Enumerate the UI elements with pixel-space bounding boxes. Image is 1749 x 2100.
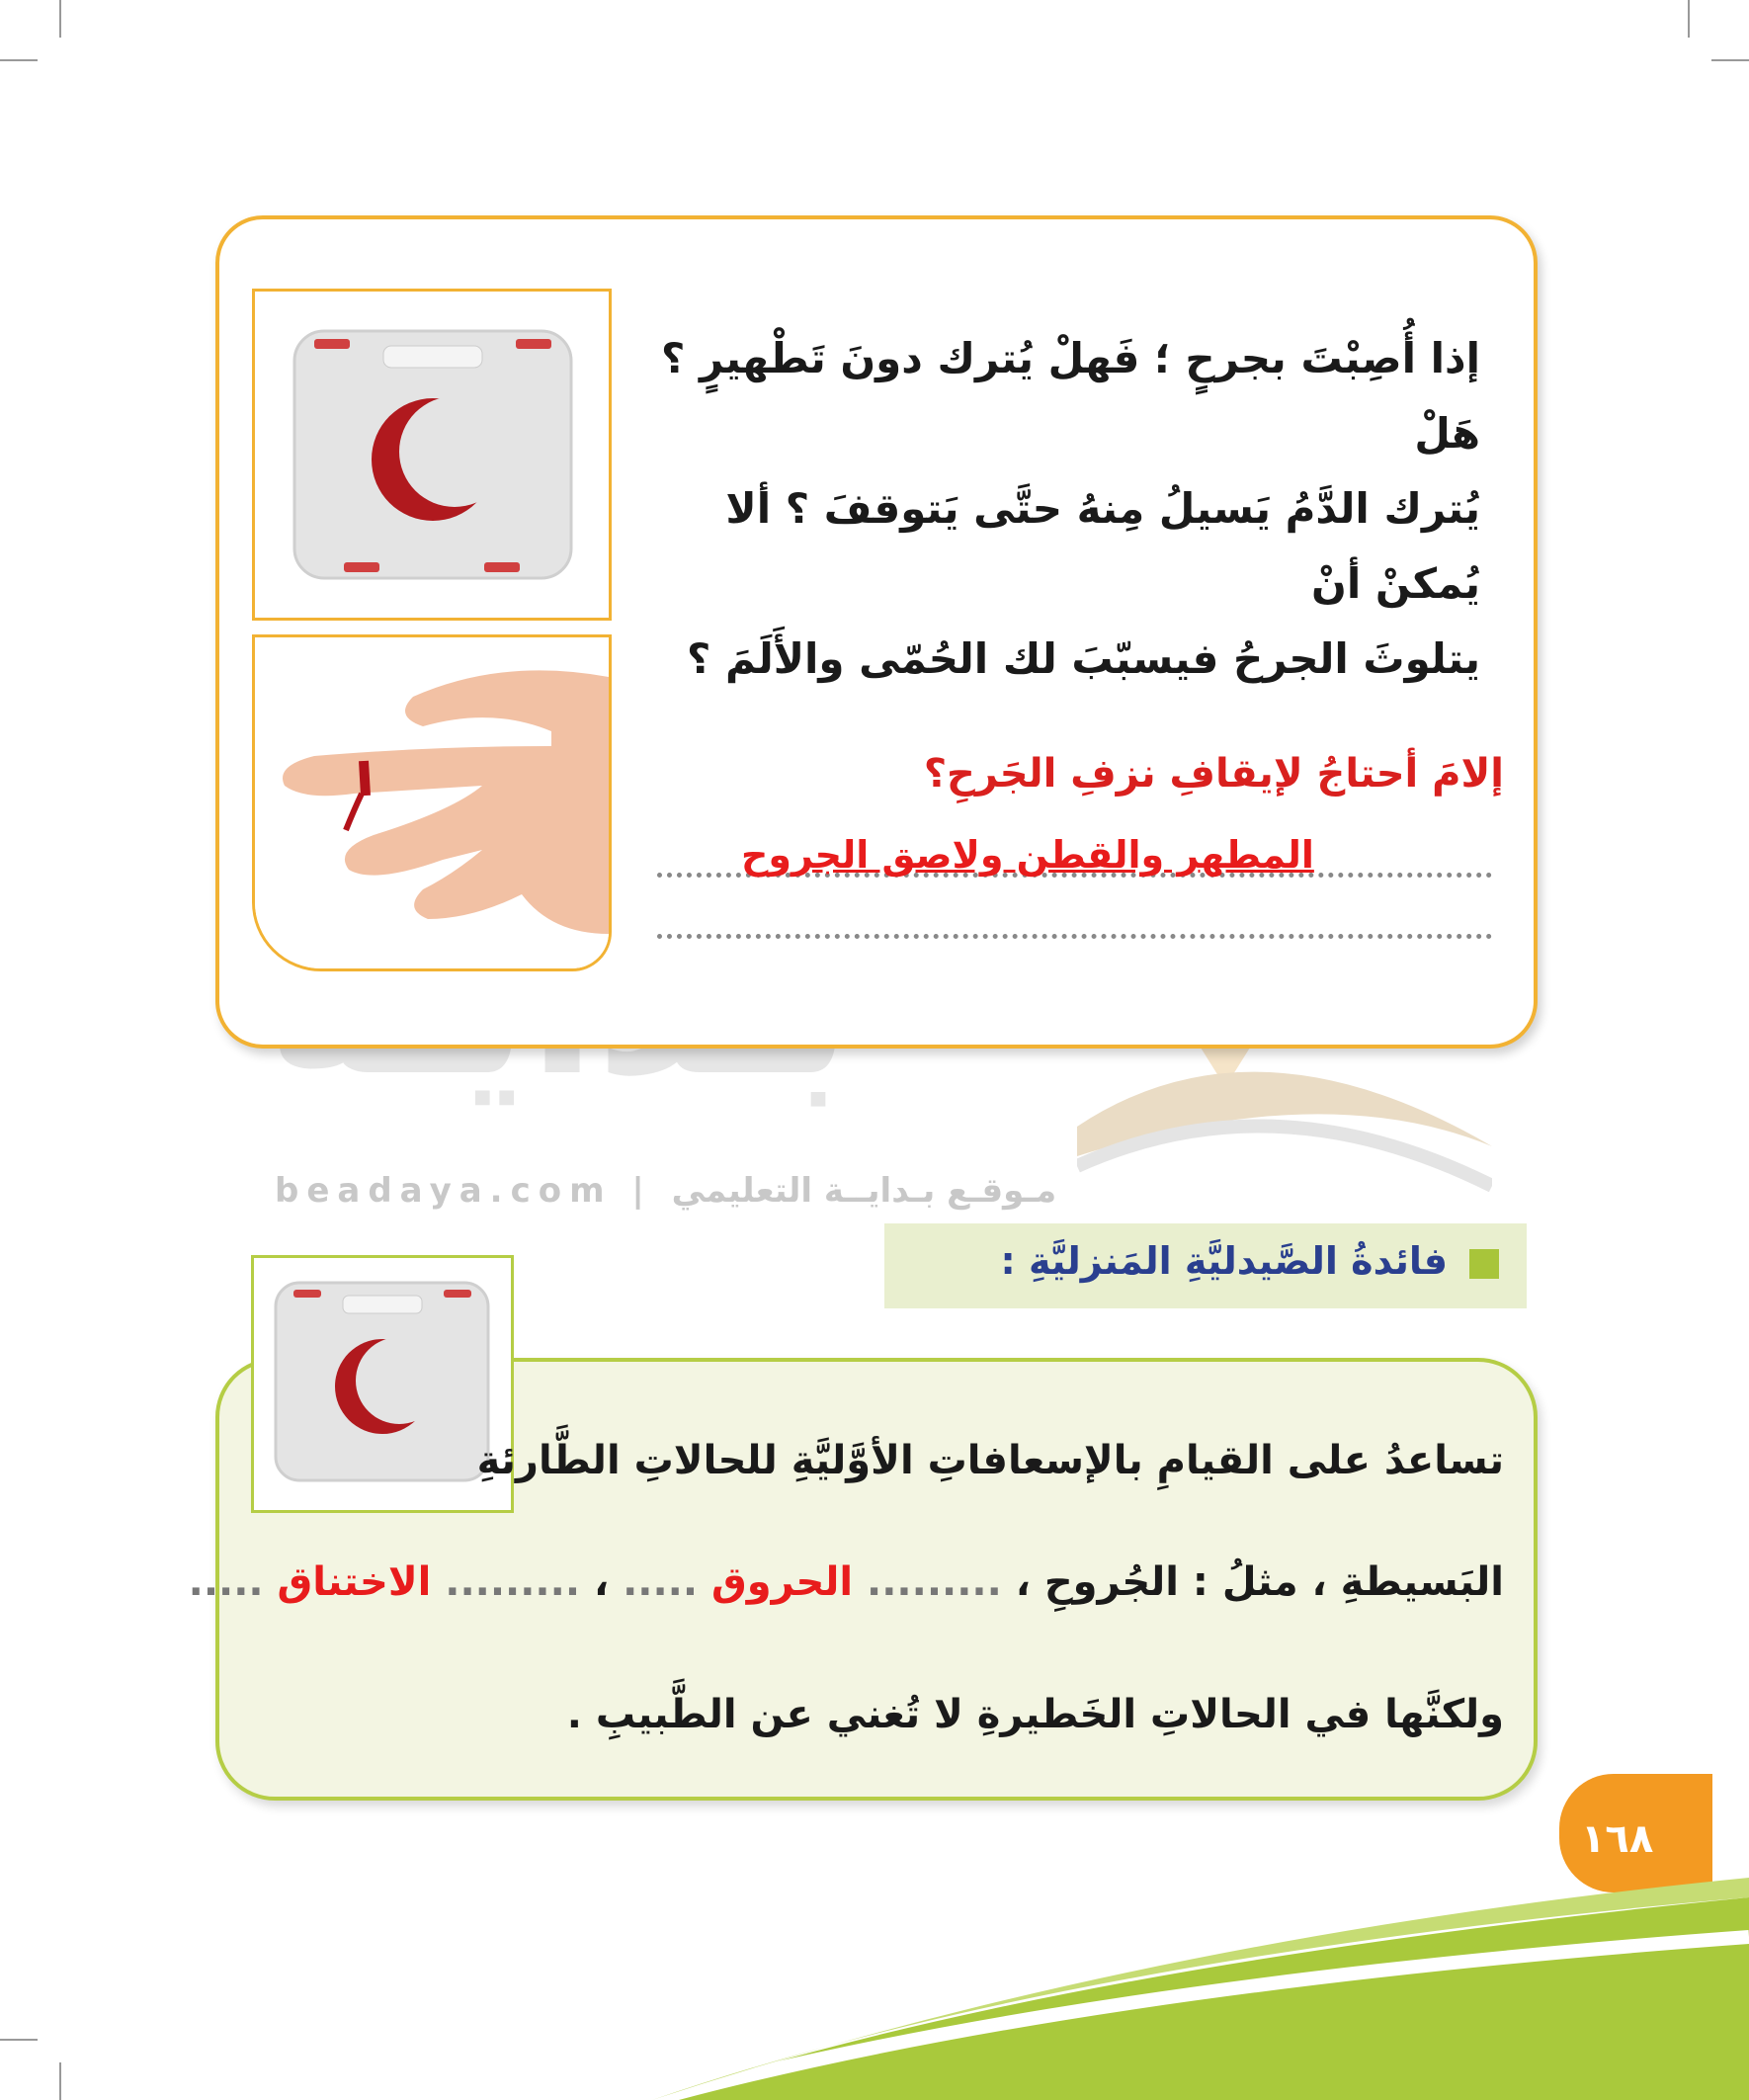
blank-separator: ، bbox=[593, 1559, 610, 1605]
bleeding-question: إلامَ أحتاجُ لإيقافِ نزفِ الجَرحِ؟ bbox=[923, 751, 1504, 797]
answer-line-2 bbox=[657, 934, 1492, 939]
blank-dots: ..... bbox=[188, 1559, 264, 1605]
first-aid-kit-small-image bbox=[251, 1255, 514, 1513]
blank-fill-2[interactable]: الاختناق bbox=[277, 1559, 432, 1605]
watermark-url: beadaya.com | مـوقـع بـدايــة التعليمي bbox=[275, 1171, 1057, 1211]
intro-line-3: يتلوثَ الجرحُ فيسبّبَ لك الحُمّى والأَلَمَ ؟ bbox=[687, 634, 1480, 683]
bleeding-finger-image bbox=[252, 634, 612, 971]
blank-fill-1[interactable]: الحروق bbox=[711, 1559, 854, 1605]
page-number: ١٦٨ bbox=[1581, 1816, 1654, 1862]
benefit-line-2 bbox=[189, 1559, 1504, 1605]
blank-dots: ..... bbox=[623, 1559, 699, 1605]
intro-line-1: إذا أُصِبْتَ بجرحٍ ؛ فَهلْ يُترك دونَ تَطْهيرٍ ؟ هَلْ bbox=[661, 334, 1480, 458]
intro-line-2: يُترك الدَّمُ يَسيلُ مِنهُ حتَّى يَتوقفَ ؟ ألا يُمكنْ أنْ bbox=[725, 484, 1480, 608]
benefit-line-1: تساعدُ على القيامِ بالإسعافاتِ الأوَّليَّةِ للحالاتِ الطَّارئةِ bbox=[476, 1438, 1504, 1483]
intro-paragraph bbox=[640, 321, 1480, 697]
decorative-swoosh bbox=[652, 1878, 1749, 2100]
first-aid-kit-image bbox=[252, 289, 612, 621]
crop-mark bbox=[0, 2039, 38, 2041]
crop-mark bbox=[0, 59, 38, 61]
blank-dots: ......... bbox=[445, 1559, 581, 1605]
crop-mark bbox=[59, 2062, 61, 2100]
section-title: فائدةُ الصَّيدليَّةِ المَنزليَّةِ : bbox=[1000, 1239, 1448, 1283]
benefit-line-2-prefix: البَسيطةِ ، مثلُ : الجُروحِ ، bbox=[1015, 1559, 1504, 1605]
answer-text[interactable]: المطهر والقطن ولاصق الجروح bbox=[741, 833, 1314, 877]
section-heading bbox=[884, 1223, 1527, 1308]
benefit-line-3: ولكنَّها في الحالاتِ الخَطيرةِ لا تُغني عن الطَّبيبِ . bbox=[566, 1692, 1504, 1737]
crop-mark bbox=[1688, 0, 1690, 38]
crop-mark bbox=[1711, 59, 1749, 61]
bullet-square-icon bbox=[1469, 1249, 1499, 1279]
blank-dots: ......... bbox=[867, 1559, 1002, 1605]
crop-mark bbox=[59, 0, 61, 38]
